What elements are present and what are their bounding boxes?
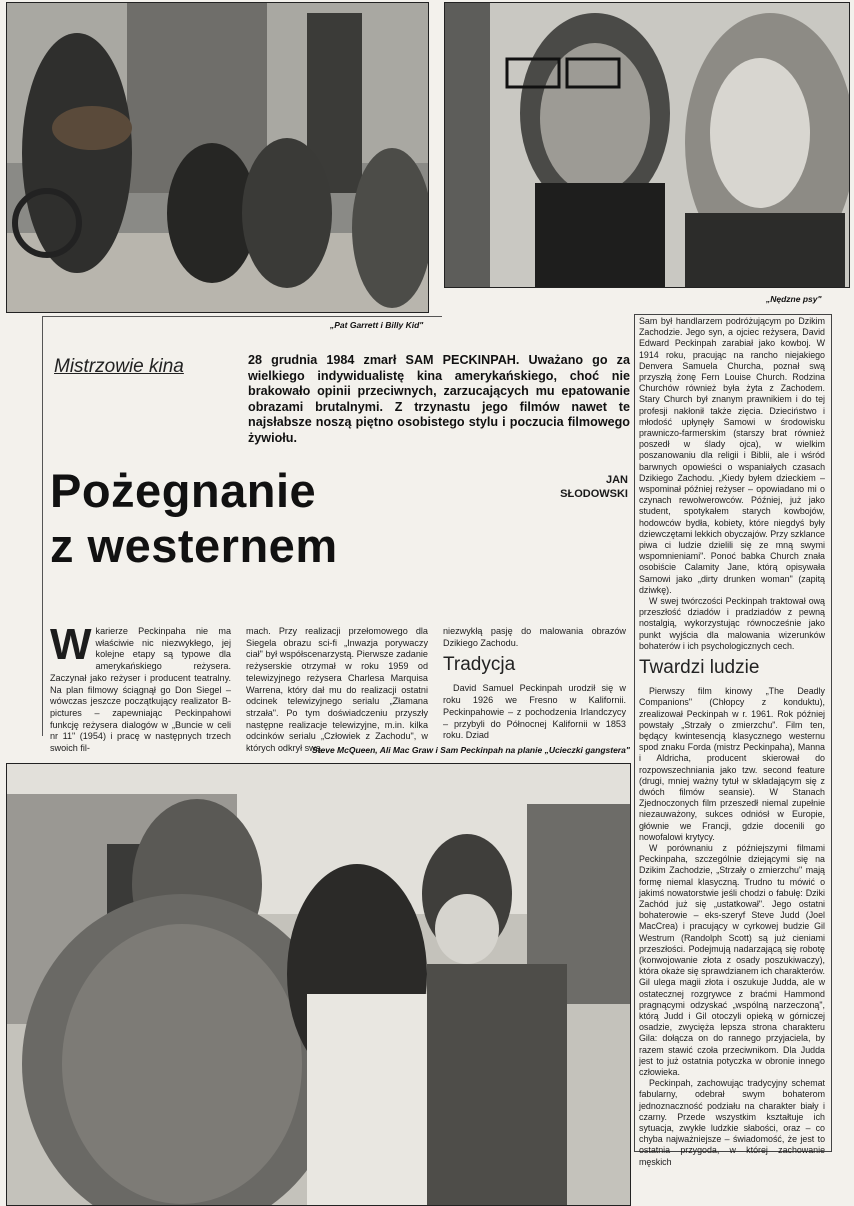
caption-pat-garrett: „Pat Garrett i Billy Kid" xyxy=(330,320,424,330)
photo-pat-garrett xyxy=(6,2,429,313)
headline-line-1: Pożegnanie xyxy=(50,464,317,517)
lead-paragraph: 28 grudnia 1984 zmarł SAM PECKINPAH. Uważano go za wielkiego indywidualistę kina amerykańskiego, choć nie brakowało opinii przeciwnych, zarzucających mu epatowanie obrazami brutalnymi. Z trzynastu jego filmów nawet te najsłabsze noszą piętno osobistego stylu i poczucia filmowego żywiołu. xyxy=(248,353,630,445)
photo-nedzne-psy xyxy=(444,2,850,288)
frame-top-rule xyxy=(42,316,442,317)
right-paragraph-5: Peckinpah, zachowując tradycyjny schemat fabularny, odebrał swym bohaterom jednoznaczność podziału na charakter biały i czarny. Przede wszystkim kształtuje ich sytuacja, zwykłe ludzkie słabości, oraz – co chyba najważniejsze – świadomość, że jest to ostatnia przygoda, w której zachowanie męskich xyxy=(639,1078,825,1167)
right-paragraph-4: W porównaniu z późniejszymi filmami Peckinpaha, szczególnie dziejącymi się na Dzikim Zachodzie, „Strzały o zmierzchu" mają formę niemal klasyczną. Trudno tu mówić o jakimś nowatorstwie jeśli chodzi o fabułę: Dziki Zachód już się „ustatkował". Jego ostatni bohaterowie – eks-szeryf Steve Judd (Joel MacCrea) i pracujący w cyrkowej budzie Gil Westrum (Randolph Scott) są już cieniami przeszłości. Podejmują nadarzającą się robotę (konwojowanie złota z osady poszukiwaczy), która okaże się sprawdzianem ich charakterów. Gil ulega magii złota i oszukuje Judda, ale w ostatecznej rozgrywce z braćmi Hammond pragnącymi odzyskać „wspólną narzeczoną", którą Judd i Gil otoczyli opieką w górniczej osadzie, zwycięża lepsza strona charakteru Gila: dołącza on do rannego przyjaciela, by razem stawić czoła przeciwnikom. Dla Judda jest to już ostatnia potyczka w obronie innego człowieka. xyxy=(639,842,825,1077)
right-paragraph-1: Sam był handlarzem podróżującym po Dzikim Zachodzie. Jego syn, a ojciec reżysera, David Edward Peckinpah zarabiał jako kowboj. W 1914 roku, pracując na rancho niejakiego Denvera Samuela Churcha, poznał swą przyszłą żonę Fern Louise Church. Rodzina Churchów również była żyta z Zachodem. Stary Church był znanym prawnikiem i do tej profesji nakłonił także zięcia. Dzieciństwo i młodość upłynęły Samowi w środowisku prawniczo-farmerskim (starszy brat również poszedł w ślady ojca), w wielkim poszanowaniu dla religii i Biblii, ale i wśród barwnych opowieści o wspaniałych czasach Dzikiego Zachodu. „Kiedy byłem dzieckiem – wspominał później reżyser – opowiadano mi o czynach rewolwerowców. Później, już jako student, spotykałem starych kowbojów, hodowców bydła, kobiety, które niegdyś były dziewczętami lekkich obyczajów. Przy szklance piwa ci ludzie dzielili się ze mną swymi wspomnieniami". Ponoć babka Church znała osobiście Calamity Jane, którą opisywała Samowi jako „dirty drunken woman" (zapitą dziwkę). xyxy=(639,316,825,595)
photo-ucieczka-gangstera xyxy=(6,763,631,1206)
drop-cap: W xyxy=(50,620,92,669)
body-column-2 xyxy=(246,626,428,755)
column-2-text: mach. Przy realizacji przełomowego dla Siegela obrazu sci-fi „Inwazja porywaczy ciał" był współscenarzystą. Pierwsze zadanie reżyserskie otrzymał w roku 1959 od telewizyjnego reżysera Charlesa Marquisa Warrena, który dał mu do realizacji ostatni odcinek telewizyjnego serialu „Złamana strzała". Po tym doświadczeniu przyszły następne realizacje telewizyjne, m.in. kilka odcinków serialu „Człowiek z Zachodu", w których odkrył swą xyxy=(246,626,428,754)
body-column-3 xyxy=(443,626,626,742)
frame-left-rule xyxy=(42,316,43,736)
caption-ucieczka-gangstera: Steve McQueen, Ali Mac Graw i Sam Peckinpah na planie „Ucieczki gangstera" xyxy=(312,745,630,755)
right-column xyxy=(639,316,825,1168)
caption-nedzne-psy: „Nędzne psy" xyxy=(766,294,822,304)
author-byline xyxy=(530,473,628,501)
column-1-text: karierze Peckinpaha nie ma właściwie nic niezwykłego, jej kolejne etapy są typowe dla amerykańskiego reżysera. Zaczynał jako reżyser i producent teatralny. Na plan filmowy ściągnął go Don Siegel – wówczas jeszcze początkujący realizator B-pictures – zapewniając Peckinpahowi funkcję reżysera dialogów w „Buncie w celi nr 11" (1954) i pracę w następnych trzech swoich fil- xyxy=(50,626,231,754)
headline xyxy=(50,463,450,573)
headline-line-2: z westernem xyxy=(50,519,338,572)
subhead-tradycja: Tradycja xyxy=(443,654,516,676)
column-3-text: David Samuel Peckinpah urodził się w roku 1926 we Fresno w Kalifornii. Peckinpahowie – z pochodzenia Irlandczycy – przybyli do Północnej Kalifornii w 1853 roku. Dziad xyxy=(443,683,626,741)
subhead-twardzi-ludzie: Twardzi ludzie xyxy=(639,657,760,679)
section-label: Mistrzowie kina xyxy=(54,356,184,377)
column-3-top-text: niezwykłą pasję do malowania obrazów Dzikiego Zachodu. xyxy=(443,626,626,648)
right-paragraph-3: Pierwszy film kinowy „The Deadly Companions" (Chłopcy z konduktu), zrealizował Peckinpah w r. 1961. Rok później powstały „Strzały o zmierzchu". Film ten, będący kwintesencją klasycznego westernu spod znaku Forda (mistrz Peckinpaha), Manna i Aldricha, producent skierował do rozpowszechniania jako tzw. second feature (drugi, mniej ważny tytuł w składającym się z dwóch filmów seansie). W Stanach Zjednoczonych film przeszedł niemal zupełnie niezauważony, sukces odniósł w Europie, głównie we Francji, gdzie docenili go nowofalowi krytycy. xyxy=(639,686,825,842)
body-column-1 xyxy=(50,620,231,755)
right-paragraph-2: W swej twórczości Peckinpah traktował ową przeszłość dziadów i pradziadów z pewną nostalgią, wykorzystując równocześnie jako punkt wyjścia dla malowania wizerunków bohaterów i ich psychologicznych cech. xyxy=(639,596,825,651)
author-last-name: SŁODOWSKI xyxy=(560,488,628,500)
author-first-name: JAN xyxy=(605,474,628,486)
